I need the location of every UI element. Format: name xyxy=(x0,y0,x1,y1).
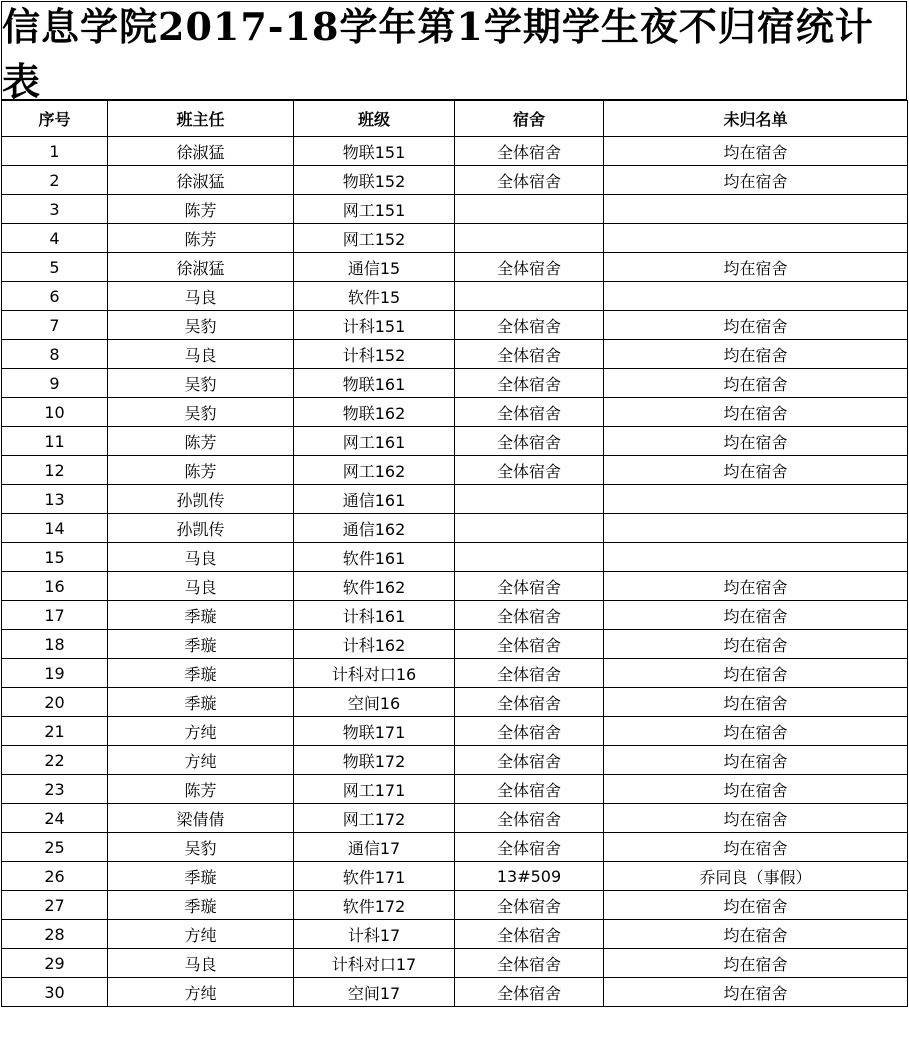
cell-dorm[interactable]: 全体宿舍 xyxy=(455,833,604,862)
cell-absent[interactable]: 均在宿舍 xyxy=(604,427,908,456)
cell-seq[interactable]: 21 xyxy=(2,717,108,746)
cell-teacher[interactable]: 马良 xyxy=(108,543,294,572)
cell-seq[interactable]: 27 xyxy=(2,891,108,920)
cell-seq[interactable]: 4 xyxy=(2,224,108,253)
cell-seq[interactable]: 16 xyxy=(2,572,108,601)
cell-seq[interactable]: 1 xyxy=(2,137,108,166)
table-row xyxy=(2,311,908,340)
cell-teacher[interactable]: 吴豹 xyxy=(108,369,294,398)
header-dorm[interactable]: 宿舍 xyxy=(455,101,604,137)
cell-absent[interactable]: 均在宿舍 xyxy=(604,949,908,978)
cell-absent[interactable]: 均在宿舍 xyxy=(604,659,908,688)
cell-absent[interactable] xyxy=(604,543,908,572)
cell-absent[interactable]: 均在宿舍 xyxy=(604,253,908,282)
cell-teacher[interactable]: 马良 xyxy=(108,572,294,601)
cell-teacher[interactable]: 季璇 xyxy=(108,659,294,688)
cell-dorm[interactable]: 全体宿舍 xyxy=(455,311,604,340)
cell-class[interactable]: 通信17 xyxy=(294,833,455,862)
cell-seq[interactable]: 18 xyxy=(2,630,108,659)
cell-class[interactable]: 网工162 xyxy=(294,456,455,485)
cell-teacher[interactable]: 陈芳 xyxy=(108,195,294,224)
table-row xyxy=(2,514,908,543)
cell-class[interactable]: 网工151 xyxy=(294,195,455,224)
cell-seq[interactable]: 7 xyxy=(2,311,108,340)
table-row xyxy=(2,920,908,949)
cell-seq[interactable]: 6 xyxy=(2,282,108,311)
table-row xyxy=(2,485,908,514)
cell-dorm[interactable] xyxy=(455,224,604,253)
cell-dorm[interactable]: 全体宿舍 xyxy=(455,659,604,688)
cell-seq[interactable]: 30 xyxy=(2,978,108,1007)
cell-class[interactable]: 计科161 xyxy=(294,601,455,630)
cell-teacher[interactable]: 孙凯传 xyxy=(108,514,294,543)
table-row xyxy=(2,282,908,311)
table-row xyxy=(2,804,908,833)
cell-absent[interactable]: 均在宿舍 xyxy=(604,891,908,920)
cell-absent[interactable]: 均在宿舍 xyxy=(604,775,908,804)
cell-dorm[interactable]: 全体宿舍 xyxy=(455,891,604,920)
table-row xyxy=(2,717,908,746)
table-row xyxy=(2,166,908,195)
cell-class[interactable]: 网工171 xyxy=(294,775,455,804)
cell-class[interactable]: 物联162 xyxy=(294,398,455,427)
cell-dorm[interactable]: 全体宿舍 xyxy=(455,601,604,630)
cell-class[interactable]: 计科对口16 xyxy=(294,659,455,688)
cell-seq[interactable]: 12 xyxy=(2,456,108,485)
cell-absent[interactable]: 均在宿舍 xyxy=(604,920,908,949)
cell-dorm[interactable]: 全体宿舍 xyxy=(455,717,604,746)
cell-dorm[interactable]: 全体宿舍 xyxy=(455,978,604,1007)
cell-dorm[interactable]: 全体宿舍 xyxy=(455,398,604,427)
cell-seq[interactable]: 23 xyxy=(2,775,108,804)
header-absent[interactable]: 未归名单 xyxy=(604,101,908,137)
table-row xyxy=(2,891,908,920)
cell-class[interactable]: 计科17 xyxy=(294,920,455,949)
cell-class[interactable]: 通信161 xyxy=(294,485,455,514)
cell-teacher[interactable]: 季璇 xyxy=(108,891,294,920)
cell-dorm[interactable]: 全体宿舍 xyxy=(455,427,604,456)
cell-class[interactable]: 计科对口17 xyxy=(294,949,455,978)
cell-class[interactable]: 通信162 xyxy=(294,514,455,543)
table-row xyxy=(2,195,908,224)
cell-absent[interactable] xyxy=(604,514,908,543)
cell-dorm[interactable]: 全体宿舍 xyxy=(455,746,604,775)
cell-dorm[interactable]: 全体宿舍 xyxy=(455,340,604,369)
cell-class[interactable]: 计科151 xyxy=(294,311,455,340)
table-row xyxy=(2,746,908,775)
cell-class[interactable]: 通信15 xyxy=(294,253,455,282)
cell-seq[interactable]: 29 xyxy=(2,949,108,978)
cell-teacher[interactable]: 徐淑猛 xyxy=(108,137,294,166)
table-row xyxy=(2,659,908,688)
cell-dorm[interactable]: 全体宿舍 xyxy=(455,456,604,485)
cell-absent[interactable]: 均在宿舍 xyxy=(604,688,908,717)
cell-teacher[interactable]: 马良 xyxy=(108,949,294,978)
cell-absent[interactable]: 均在宿舍 xyxy=(604,630,908,659)
cell-seq[interactable]: 25 xyxy=(2,833,108,862)
cell-teacher[interactable]: 梁倩倩 xyxy=(108,804,294,833)
header-row xyxy=(2,101,908,137)
cell-teacher[interactable]: 吴豹 xyxy=(108,311,294,340)
cell-absent[interactable]: 乔同良（事假） xyxy=(604,862,908,891)
cell-class[interactable]: 空间17 xyxy=(294,978,455,1007)
cell-class[interactable]: 网工172 xyxy=(294,804,455,833)
cell-absent[interactable]: 均在宿舍 xyxy=(604,978,908,1007)
header-seq[interactable]: 序号 xyxy=(2,101,108,137)
table-row xyxy=(2,601,908,630)
table-row xyxy=(2,398,908,427)
cell-absent[interactable]: 均在宿舍 xyxy=(604,311,908,340)
cell-teacher[interactable]: 马良 xyxy=(108,340,294,369)
cell-teacher[interactable]: 吴豹 xyxy=(108,398,294,427)
cell-seq[interactable]: 13 xyxy=(2,485,108,514)
cell-seq[interactable]: 2 xyxy=(2,166,108,195)
cell-absent[interactable]: 均在宿舍 xyxy=(604,137,908,166)
cell-teacher[interactable]: 陈芳 xyxy=(108,456,294,485)
cell-dorm[interactable]: 全体宿舍 xyxy=(455,920,604,949)
cell-class[interactable]: 计科152 xyxy=(294,340,455,369)
table-row xyxy=(2,137,908,166)
table-row xyxy=(2,224,908,253)
table-body xyxy=(2,137,908,1007)
header-teacher[interactable]: 班主任 xyxy=(108,101,294,137)
cell-dorm[interactable] xyxy=(455,543,604,572)
cell-teacher[interactable]: 方纯 xyxy=(108,978,294,1007)
cell-absent[interactable]: 均在宿舍 xyxy=(604,369,908,398)
cell-class[interactable]: 空间16 xyxy=(294,688,455,717)
cell-teacher[interactable]: 陈芳 xyxy=(108,427,294,456)
cell-teacher[interactable]: 方纯 xyxy=(108,920,294,949)
attendance-table xyxy=(1,100,908,1007)
table-row xyxy=(2,630,908,659)
cell-dorm[interactable]: 全体宿舍 xyxy=(455,572,604,601)
cell-teacher[interactable]: 陈芳 xyxy=(108,775,294,804)
cell-seq[interactable]: 22 xyxy=(2,746,108,775)
cell-dorm[interactable] xyxy=(455,195,604,224)
cell-dorm[interactable]: 全体宿舍 xyxy=(455,688,604,717)
cell-teacher[interactable]: 吴豹 xyxy=(108,833,294,862)
cell-seq[interactable]: 17 xyxy=(2,601,108,630)
cell-absent[interactable]: 均在宿舍 xyxy=(604,804,908,833)
cell-absent[interactable]: 均在宿舍 xyxy=(604,340,908,369)
cell-seq[interactable]: 9 xyxy=(2,369,108,398)
cell-teacher[interactable]: 季璇 xyxy=(108,601,294,630)
cell-dorm[interactable] xyxy=(455,282,604,311)
cell-teacher[interactable]: 陈芳 xyxy=(108,224,294,253)
table-row xyxy=(2,427,908,456)
cell-class[interactable]: 物联171 xyxy=(294,717,455,746)
cell-seq[interactable]: 5 xyxy=(2,253,108,282)
cell-dorm[interactable]: 全体宿舍 xyxy=(455,166,604,195)
cell-class[interactable]: 网工152 xyxy=(294,224,455,253)
cell-class[interactable]: 物联151 xyxy=(294,137,455,166)
table-row xyxy=(2,688,908,717)
cell-absent[interactable]: 均在宿舍 xyxy=(604,166,908,195)
cell-seq[interactable]: 24 xyxy=(2,804,108,833)
cell-seq[interactable]: 19 xyxy=(2,659,108,688)
cell-class[interactable]: 物联172 xyxy=(294,746,455,775)
cell-absent[interactable]: 均在宿舍 xyxy=(604,601,908,630)
cell-class[interactable]: 软件161 xyxy=(294,543,455,572)
cell-teacher[interactable]: 方纯 xyxy=(108,717,294,746)
table-row xyxy=(2,862,908,891)
cell-absent[interactable]: 均在宿舍 xyxy=(604,717,908,746)
cell-seq[interactable]: 26 xyxy=(2,862,108,891)
cell-absent[interactable]: 均在宿舍 xyxy=(604,746,908,775)
cell-seq[interactable]: 3 xyxy=(2,195,108,224)
cell-seq[interactable]: 11 xyxy=(2,427,108,456)
sheet-title: 信息学院2017-18学年第1学期学生夜不归宿统计表 xyxy=(1,1,907,100)
cell-seq[interactable]: 8 xyxy=(2,340,108,369)
cell-dorm[interactable]: 13#509 xyxy=(455,862,604,891)
cell-absent[interactable]: 均在宿舍 xyxy=(604,456,908,485)
cell-class[interactable]: 网工161 xyxy=(294,427,455,456)
cell-class[interactable]: 物联152 xyxy=(294,166,455,195)
cell-class[interactable]: 物联161 xyxy=(294,369,455,398)
cell-seq[interactable]: 28 xyxy=(2,920,108,949)
cell-teacher[interactable]: 徐淑猛 xyxy=(108,166,294,195)
cell-class[interactable]: 软件15 xyxy=(294,282,455,311)
header-class[interactable]: 班级 xyxy=(294,101,455,137)
table-row xyxy=(2,978,908,1007)
cell-class[interactable]: 软件172 xyxy=(294,891,455,920)
table-row xyxy=(2,775,908,804)
table-row xyxy=(2,456,908,485)
cell-absent[interactable] xyxy=(604,195,908,224)
cell-teacher[interactable]: 季璇 xyxy=(108,688,294,717)
table-row xyxy=(2,572,908,601)
cell-dorm[interactable]: 全体宿舍 xyxy=(455,775,604,804)
cell-teacher[interactable]: 季璇 xyxy=(108,630,294,659)
cell-dorm[interactable]: 全体宿舍 xyxy=(455,369,604,398)
cell-absent[interactable] xyxy=(604,282,908,311)
table-row xyxy=(2,340,908,369)
cell-teacher[interactable]: 季璇 xyxy=(108,862,294,891)
cell-seq[interactable]: 10 xyxy=(2,398,108,427)
cell-teacher[interactable]: 徐淑猛 xyxy=(108,253,294,282)
cell-absent[interactable]: 均在宿舍 xyxy=(604,833,908,862)
cell-absent[interactable]: 均在宿舍 xyxy=(604,572,908,601)
cell-seq[interactable]: 20 xyxy=(2,688,108,717)
cell-dorm[interactable] xyxy=(455,514,604,543)
cell-dorm[interactable] xyxy=(455,485,604,514)
cell-absent[interactable]: 均在宿舍 xyxy=(604,398,908,427)
cell-seq[interactable]: 15 xyxy=(2,543,108,572)
cell-dorm[interactable]: 全体宿舍 xyxy=(455,804,604,833)
cell-absent[interactable] xyxy=(604,485,908,514)
cell-dorm[interactable]: 全体宿舍 xyxy=(455,949,604,978)
cell-dorm[interactable]: 全体宿舍 xyxy=(455,253,604,282)
cell-class[interactable]: 计科162 xyxy=(294,630,455,659)
cell-seq[interactable]: 14 xyxy=(2,514,108,543)
cell-dorm[interactable]: 全体宿舍 xyxy=(455,630,604,659)
table-row xyxy=(2,369,908,398)
cell-class[interactable]: 软件171 xyxy=(294,862,455,891)
table-row xyxy=(2,949,908,978)
table-row xyxy=(2,253,908,282)
cell-class[interactable]: 软件162 xyxy=(294,572,455,601)
cell-absent[interactable] xyxy=(604,224,908,253)
cell-teacher[interactable]: 孙凯传 xyxy=(108,485,294,514)
cell-dorm[interactable]: 全体宿舍 xyxy=(455,137,604,166)
cell-teacher[interactable]: 方纯 xyxy=(108,746,294,775)
cell-teacher[interactable]: 马良 xyxy=(108,282,294,311)
table-row xyxy=(2,833,908,862)
table-row xyxy=(2,543,908,572)
